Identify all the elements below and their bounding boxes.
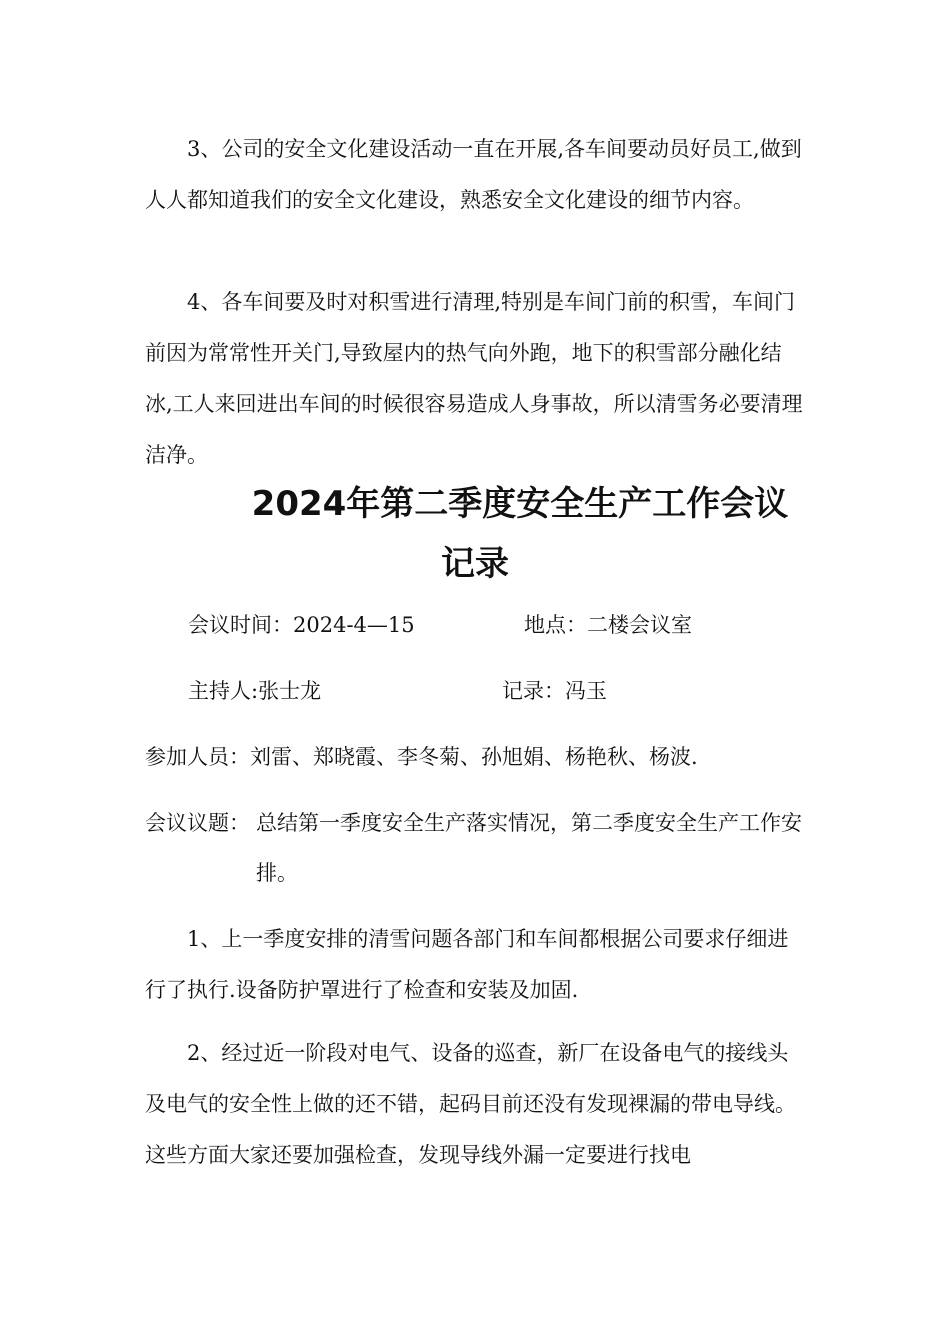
meeting-recorder: 记录：冯玉 (502, 679, 607, 703)
meeting-attendees: 参加人员：刘雷、郑晓霞、李冬菊、孙旭娟、杨艳秋、杨波. (145, 745, 698, 769)
paragraph-item-1: 1、上一季度安排的清雪问题各部门和车间都根据公司要求仔细进行了执行.设备防护罩进行了检查和安装及加固. (145, 927, 789, 1002)
meeting-host: 主持人:张士龙 (188, 679, 322, 703)
meeting-topic (145, 798, 805, 898)
paragraph-item-4: 4、各车间要及时对积雪进行清理,特别是车间门前的积雪，车间门前因为常常性开关门,导致屋内的热气向外跑，地下的积雪部分融化结冰,工人来回进出车间的时候很容易造成人身事故，所以清雪务必要清理洁净。 (145, 290, 803, 467)
meeting-time: 会议时间：2024-4—15 (188, 613, 415, 637)
document-title (145, 474, 805, 594)
meeting-location: 地点：二楼会议室 (524, 613, 692, 637)
meeting-topic-label: 会议议题： (145, 811, 250, 835)
paragraph-item-2: 2、经过近一阶段对电气、设备的巡查，新厂在设备电气的接线头及电气的安全性上做的还不错，起码目前还没有发现裸漏的带电导线。这些方面大家还要加强检查，发现导线外漏一定要进行找电 (145, 1041, 796, 1167)
title-line-1: 2024年第二季度安全生产工作会议 (251, 484, 789, 524)
title-line-2: 记录 (441, 544, 509, 584)
paragraph-item-3: 3、公司的安全文化建设活动一直在开展,各车间要动员好员工,做到人人都知道我们的安全文化建设，熟悉安全文化建设的细节内容。 (145, 137, 802, 212)
meeting-topic-body: 总结第一季度安全生产落实情况，第二季度安全生产工作安排。 (256, 811, 802, 885)
